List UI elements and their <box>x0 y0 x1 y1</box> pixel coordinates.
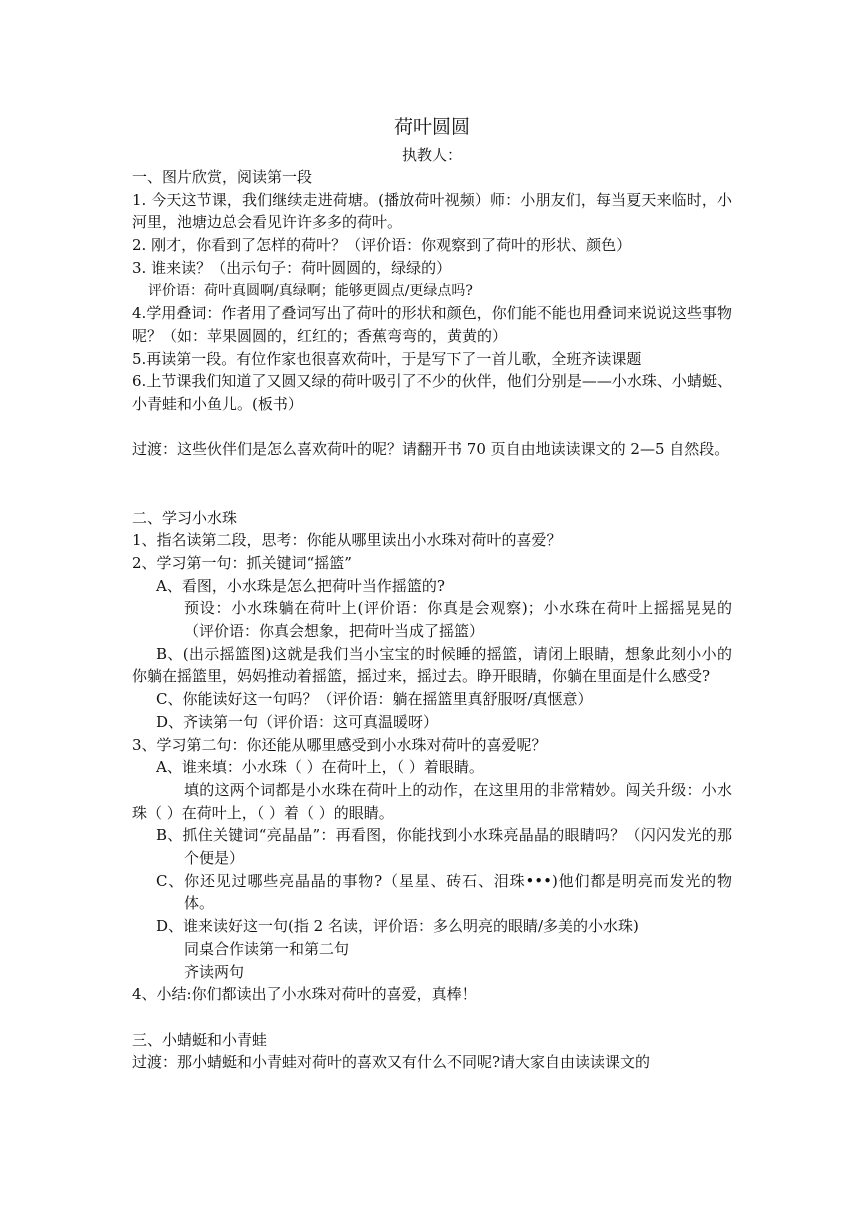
s2-p3-item-d-pair: 同桌合作读第一和第二句 <box>184 939 350 958</box>
s2-p3-item-a: A、谁来填：小水珠（ ）在荷叶上，（ ）着眼睛。 <box>156 758 484 777</box>
s3-transition: 过渡：那小蜻蜓和小青蛙对荷叶的喜欢又有什么不同呢?请大家自由读读课文的 <box>132 1053 651 1072</box>
s2-paragraph-1: 1、指名读第二段，思考：你能从哪里读出小水珠对荷叶的喜爱？ <box>132 531 562 550</box>
s2-item-c: C、你能读好这一句吗？（评价语：躺在摇篮里真舒服呀/真惬意） <box>156 690 593 709</box>
s2-paragraph-3: 3、学习第二句：你还能从哪里感受到小水珠对荷叶的喜爱呢？ <box>132 735 547 754</box>
s1-paragraph-1: 1. 今天这节课，我们继续走进荷塘。(播放荷叶视频）师：小朋友们，每当夏天来临时，小河里，池塘边总会看见许许多多的荷叶。 <box>132 190 732 232</box>
s2-p3-item-c: C、你还见过哪些亮晶晶的事物?（星星、砖石、泪珠•••)他们都是明亮而发光的物体。 <box>156 871 732 913</box>
s1-paragraph-3-evaluation: 评价语：荷叶真圆啊/真绿啊；能够更圆点/更绿点吗? <box>148 282 473 299</box>
teacher-line: 执教人： <box>401 146 462 164</box>
spacer <box>132 484 732 507</box>
spacer <box>132 461 732 484</box>
spacer <box>132 1006 732 1029</box>
s1-paragraph-2: 2. 刚才，你看到了怎样的荷叶？（评价语：你观察到了荷叶的形状、颜色） <box>132 236 632 255</box>
s2-item-d: D、齐读第一句（评价语：这可真温暖呀） <box>156 712 439 731</box>
s2-item-a: A、看图，小水珠是怎么把荷叶当作摇篮的? <box>156 576 445 595</box>
s2-paragraph-2: 2、学习第一句：抓关键词“摇篮” <box>132 553 352 572</box>
document-title: 荷叶圆圆 <box>393 116 470 138</box>
s2-p3-item-d-all: 齐读两句 <box>184 962 245 981</box>
s1-paragraph-3: 3. 谁来读？（出示句子：荷叶圆圆的，绿绿的） <box>132 258 452 277</box>
s1-paragraph-5: 5.再读第一段。有位作家也很喜欢荷叶，于是写下了一首儿歌，全班齐读课题 <box>132 349 642 368</box>
section-2-heading: 二、学习小水珠 <box>132 508 238 527</box>
s1-paragraph-6: 6.上节课我们知道了又圆又绿的荷叶吸引了不少的伙伴，他们分别是——小水珠、小蜻蜓、小青蛙和小鱼儿。(板书） <box>132 372 732 414</box>
s2-paragraph-4: 4、小结:你们都读出了小水珠对荷叶的喜爱，真棒！ <box>132 985 477 1004</box>
s2-p3-item-d: D、谁来读好这一句(指 2 名读，评价语：多么明亮的眼睛/多美的小水珠) <box>156 917 639 936</box>
spacer <box>132 416 732 439</box>
s2-item-a-preset: 预设：小水珠躺在荷叶上(评价语：你真是会观察)；小水珠在荷叶上摇摇晃晃的（评价语：你真会想象，把荷叶当成了摇篮） <box>184 599 732 641</box>
s2-p3-item-b: B、抓住关键词“亮晶晶”：再看图，你能找到小水珠亮晶晶的眼睛吗？（闪闪发光的那个便是） <box>156 826 732 868</box>
document-page <box>132 112 732 1074</box>
s2-item-b: B、(出示摇篮图)这就是我们当小宝宝的时候睡的摇篮，请闭上眼睛，想象此刻小小的你躺在摇篮里，妈妈推动着摇篮，摇过来，摇过去。睁开眼睛，你躺在里面是什么感受? <box>132 644 732 686</box>
s2-p3-item-a-note: 填的这两个词都是小水珠在荷叶上的动作，在这里用的非常精妙。闯关升级：小水珠（ ）在荷叶上，（ ）着（ ）的眼睛。 <box>132 780 732 822</box>
section-1-heading: 一、图片欣赏，阅读第一段 <box>132 168 313 186</box>
s1-paragraph-4: 4.学用叠词：作者用了叠词写出了荷叶的形状和颜色，你们能不能也用叠词来说说这些事物呢？（如：苹果圆圆的，红红的；香蕉弯弯的，黄黄的） <box>132 304 732 345</box>
s1-transition: 过渡：这些伙伴们是怎么喜欢荷叶的呢？请翻开书 70 页自由地读读课文的 2—5 自然段。 <box>132 440 730 459</box>
section-3-heading: 三、小蜻蜓和小青蛙 <box>132 1030 268 1049</box>
